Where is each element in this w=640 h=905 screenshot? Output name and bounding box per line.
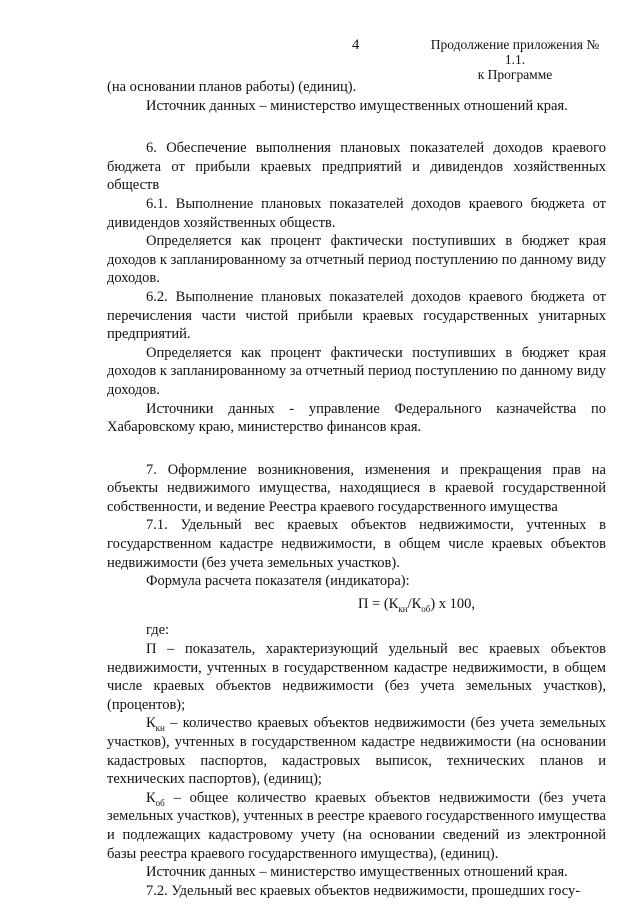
formula-lhs: П = (К [357,595,399,612]
paragraph: Определяется как процент фактически поступивших в бюджет края доходов к запланированному за отчетный период поступлению по данному виду доходов. [107,344,606,398]
paragraph: (на основании планов работы) (единиц). [107,79,357,95]
paragraph: Определяется как процент фактически поступивших в бюджет края доходов к запланированному за отчетный период поступлению по данному виду доходов. [107,233,606,287]
var-k-kn-sub: кн [155,723,165,734]
var-k-ob: К [146,789,156,806]
paragraph: Источник данных – министерство имущественных отношений края. [146,97,568,114]
paragraph: 7.1. Удельный вес краевых объектов недвижимости, учтенных в государственном кадастре недвижимости, в общем числе краевых объектов недвижимости (без учета земельных участков). [107,517,606,571]
var-k-kn-desc: – количество краевых объектов недвижимости (без учета земельных участков), учтенных в государственном кадастре недвижимости (на основании кадастровых паспортов, кадастровых выписок, технических планов и технических паспортов), (единиц); [107,715,606,788]
paragraph: П – показатель, характеризующий удельный вес краевых объектов недвижимости, учтенных в государственном кадастре недвижимости, в общем числе краевых объектов недвижимости (без учета земельных участков), (процентов); [107,641,606,713]
paragraph [107,789,606,863]
formula-sub-ob: об [421,603,431,614]
paragraph: 7.2. Удельный вес краевых объектов недвижимости, прошедших госу- [146,882,581,899]
page-number: 4 [352,37,360,53]
formula-sub-kn: кн [398,603,408,614]
formula [107,595,606,614]
paragraph: Источник данных – министерство имущественных отношений края. [146,864,568,881]
continuation-line-2: к Программе [477,67,553,82]
var-k-kn: К [146,715,156,732]
formula-rhs: ) х 100, [430,595,476,612]
paragraph: 6.1. Выполнение плановых показателей доходов краевого бюджета от дивидендов хозяйственных обществ. [107,195,606,231]
continuation-line-1: Продолжение приложения № 1.1. [430,37,600,67]
var-k-ob-desc: – общее количество краевых объектов недвижимости (без учета земельных участков), учтенных в реестре краевого государственного имущества и подлежащих кадастровому учету (на основании сведений из электронной базы реестра краевого государственного имущества), (единиц). [107,789,606,862]
body-text [107,78,606,900]
section-heading-6: 6. Обеспечение выполнения плановых показателей доходов краевого бюджета от прибыли краевых предприятий и дивидендов хозяйственных обществ [107,140,606,194]
paragraph: Формула расчета показателя (индикатора): [146,573,410,590]
section-heading-7: 7. Оформление возникновения, изменения и прекращения прав на объекты недвижимого имущества, находящиеся в краевой государственной собственности, и ведение Реестра краевого государственного имущества [107,461,606,515]
paragraph: где: [146,622,170,639]
var-k-ob-sub: об [155,797,165,808]
continuation-header [420,37,610,82]
paragraph: 6.2. Выполнение плановых показателей доходов краевого бюджета от перечисления части чистой прибыли краевых государственных унитарных предприятий. [107,288,606,343]
formula-mid: /К [407,595,422,612]
paragraph [107,714,606,788]
paragraph: Источники данных - управление Федерального казначейства по Хабаровскому краю, министерство финансов края. [107,400,606,436]
